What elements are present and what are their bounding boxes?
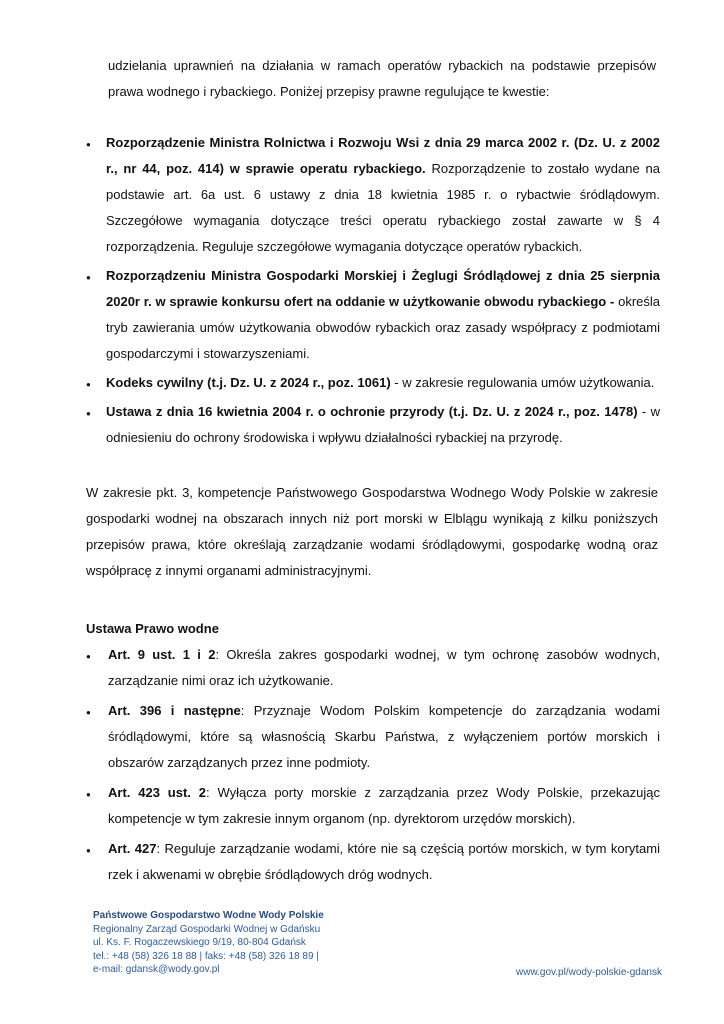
- list-item: [86, 836, 660, 888]
- bullet-icon: [86, 642, 106, 670]
- bullet-icon: [86, 130, 106, 158]
- list-item: [86, 399, 660, 451]
- bullet-icon: [86, 399, 106, 427]
- bullet-icon: [86, 780, 106, 808]
- footer-phone: tel.: +48 (58) 326 18 88 | faks: +48 (58) 326 18 89 |: [93, 950, 319, 962]
- list-item: [86, 130, 660, 260]
- intro-paragraph: udzielania uprawnień na działania w ramach operatów rybackich na podstawie przepisów prawa wodnego i rybackiego. Poniżej przepisy prawne regulujące te kwestie:: [108, 58, 656, 99]
- footer-website-link[interactable]: www.gov.pl/wody-polskie-gdansk: [516, 967, 662, 978]
- article-text: : Wyłącza porty morskie z zarządzania przez Wody Polskie, przekazując kompetencje w tym zakresie innym organom (np. dyrektorom urzędów morskich).: [108, 785, 661, 826]
- section-title: Ustawa Prawo wodne: [86, 621, 219, 636]
- bullet-icon: [86, 836, 106, 864]
- list-item: [86, 780, 660, 832]
- footer-address: ul. Ks. F. Rogaczewskiego 9/19, 80-804 Gdańsk: [93, 937, 306, 948]
- articles-list: [86, 642, 660, 892]
- bullet-icon: [86, 698, 106, 726]
- item-text: określa tryb zawierania umów użytkowania obwodów rybackich oraz zasady współpracy z podmiotami gospodarczymi i stowarzyszeniami.: [106, 294, 660, 361]
- article-ref: Art. 427: [108, 841, 157, 856]
- footer-unit: Regionalny Zarząd Gospodarki Wodnej w Gdańsku: [93, 923, 321, 935]
- competence-paragraph: W zakresie pkt. 3, kompetencje Państwowego Gospodarstwa Wodnego Wody Polskie w zakresie gospodarki wodnej na obszarach innych niż port morski w Elblągu wynikają z kilku poniższych przepisów prawa, które określają zarządzanie wodami śródlądowymi, gospodarkę wodną oraz współpracę z innymi organami administracyjnymi.: [86, 485, 658, 578]
- item-text: Rozporządzenie to zostało wydane na podstawie art. 6a ust. 6 ustawy z dnia 18 kwietnia 1985 r. o rybactwie śródlądowym. Szczegółowe wymagania dotyczące treści operatu rybackiego został zawarte w § 4 rozporządzenia. Reguluje szczegółowe wymagania dotyczące operatów rybackich.: [106, 161, 660, 254]
- article-ref: Art. 9 ust. 1 i 2: [108, 647, 216, 662]
- footer-org: Państwowe Gospodarstwo Wodne Wody Polskie: [93, 910, 324, 921]
- article-text: : Przyznaje Wodom Polskim kompetencje do zarządzania wodami śródlądowymi, które są własnością Skarbu Państwa, z wyłączeniem portów morskich i obszarów zarządzanych przez inne podmioty.: [108, 703, 660, 770]
- article-ref: Art. 396 i następne: [108, 703, 241, 718]
- item-text: - w zakresie regulowania umów użytkowania.: [390, 375, 655, 390]
- footer-email[interactable]: e-mail: gdansk@wody.gov.pl: [93, 964, 220, 975]
- article-ref: Art. 423 ust. 2: [108, 785, 206, 800]
- list-item: [86, 642, 660, 694]
- list-item: [86, 370, 660, 396]
- list-item: [86, 698, 660, 776]
- article-text: : Reguluje zarządzanie wodami, które nie są częścią portów morskich, w tym korytami rzek i akwenami w obrębie śródlądowych dróg wodnych.: [108, 841, 660, 882]
- item-text: - w odniesieniu do ochrony środowiska i wpływu działalności rybackiej na przyrodę.: [106, 404, 660, 445]
- item-title: Rozporządzeniu Ministra Gospodarki Morskiej i Żeglugi Śródlądowej z dnia 25 sierpnia 2020r r. w sprawie konkursu ofert na oddanie w użytkowanie obwodu rybackiego -: [106, 268, 660, 309]
- article-text: : Określa zakres gospodarki wodnej, w tym ochronę zasobów wodnych, zarządzanie nimi oraz ich użytkowanie.: [108, 647, 660, 688]
- item-title: Ustawa z dnia 16 kwietnia 2004 r. o ochronie przyrody (t.j. Dz. U. z 2024 r., poz. 1478): [106, 404, 638, 419]
- footer-contact: [93, 909, 324, 977]
- bullet-icon: [86, 263, 106, 291]
- bullet-icon: [86, 370, 106, 398]
- item-title: Kodeks cywilny (t.j. Dz. U. z 2024 r., poz. 1061): [106, 375, 391, 390]
- list-item: [86, 263, 660, 367]
- item-title: Rozporządzenie Ministra Rolnictwa i Rozwoju Wsi z dnia 29 marca 2002 r. (Dz. U. z 2002 r., nr 44, poz. 414) w sprawie operatu rybackiego.: [106, 135, 660, 176]
- regulations-list: [86, 130, 660, 451]
